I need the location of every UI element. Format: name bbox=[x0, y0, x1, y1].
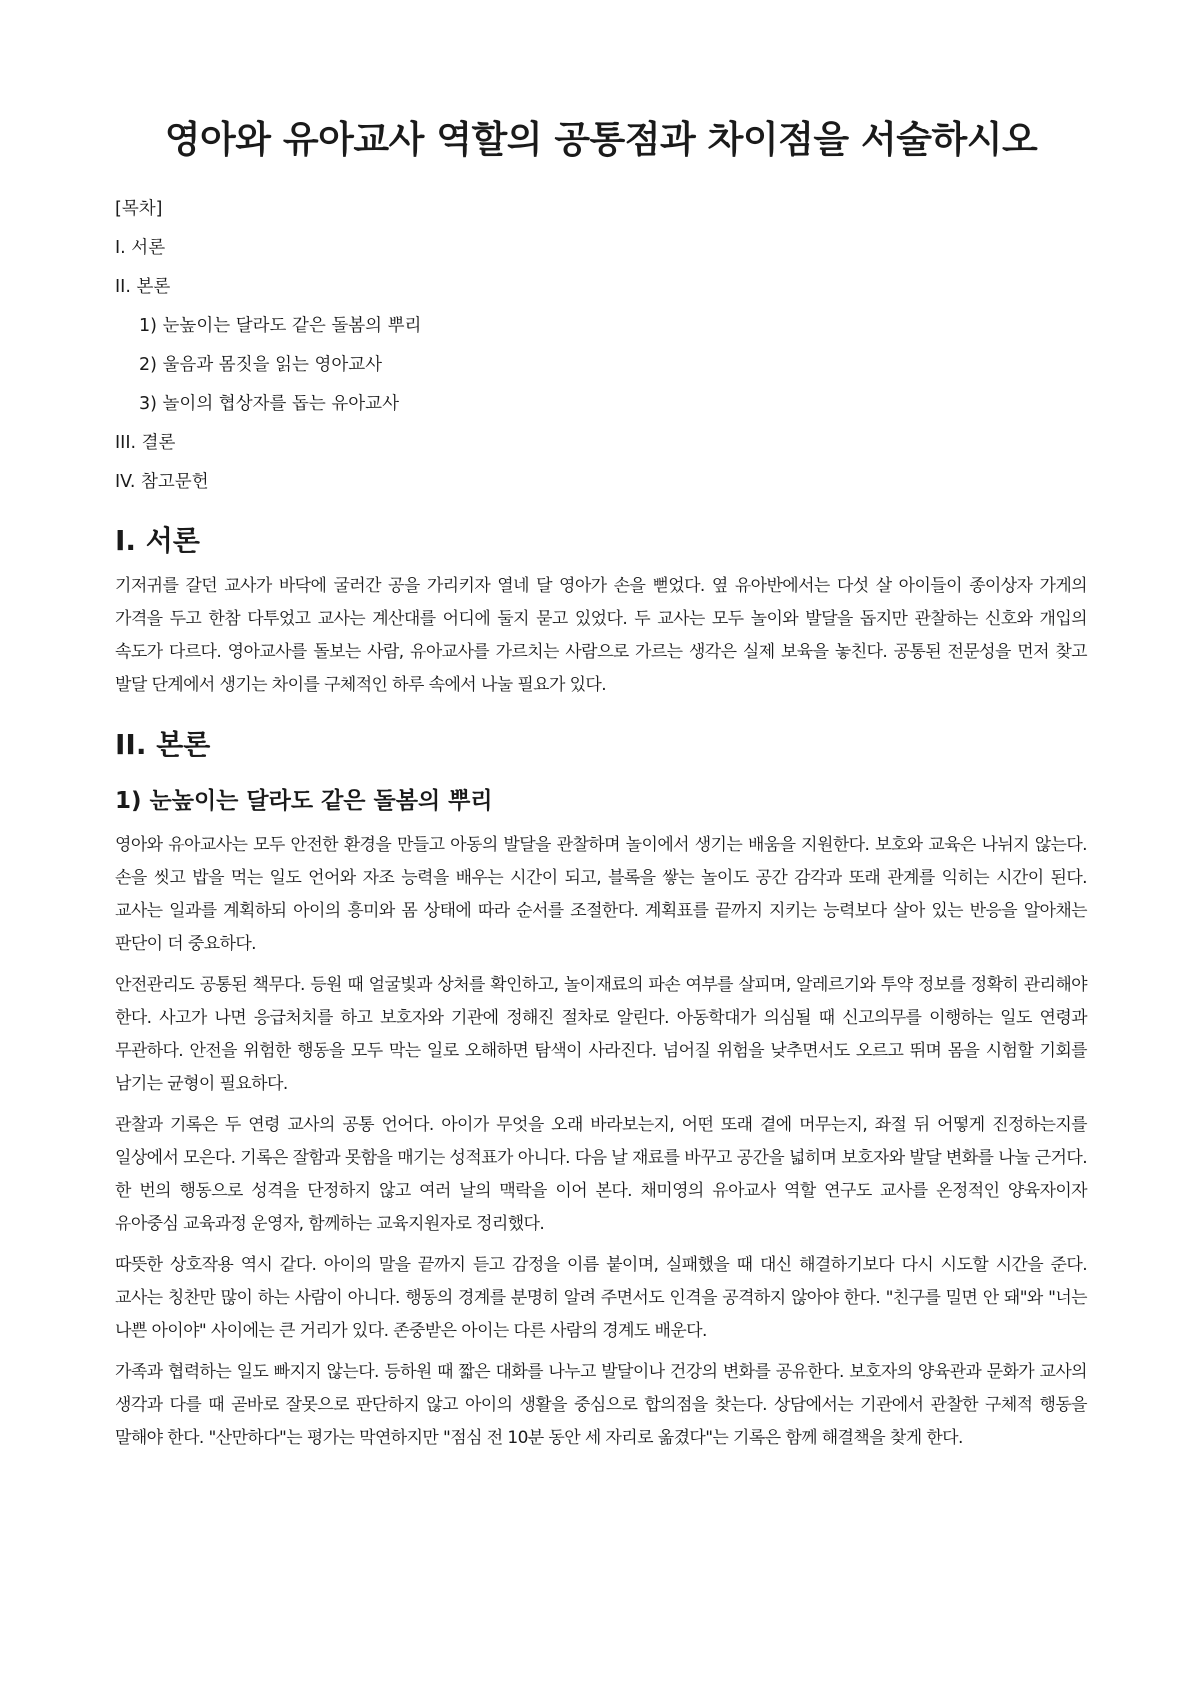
intro-paragraph: 기저귀를 갈던 교사가 바닥에 굴러간 공을 가리키자 열네 달 영아가 손을 뻗었다. 옆 유아반에서는 다섯 살 아이들이 종이상자 가게의 가격을 두고 한참 다투었고 교사는 계산대를 어디에 둘지 묻고 있었다. 두 교사는 모두 놀이와 발달을 돕지만 관찰하는 신호와 개입의 속도가 다르다. 영아교사를 돌보는 사람, 유아교사를 가르치는 사람으로 가르는 생각은 실제 보육을 놓친다. 공통된 전문성을 먼저 찾고 발달 단계에서 생기는 차이를 구체적인 하루 속에서 나눌 필요가 있다. bbox=[115, 576, 1087, 696]
document-title: 영아와 유아교사 역할의 공통점과 차이점을 서술하시오 bbox=[164, 118, 1038, 161]
body-paragraph: 관찰과 기록은 두 연령 교사의 공통 언어다. 아이가 무엇을 오래 바라보는지, 어떤 또래 곁에 머무는지, 좌절 뒤 어떻게 진정하는지를 일상에서 모은다. 기록은 잘함과 못함을 매기는 성적표가 아니다. 다음 날 재료를 바꾸고 공간을 넓히며 보호자와 발달 변화를 나눌 근거다. 한 번의 행동으로 성격을 단정하지 않고 여러 날의 맥락을 이어 본다. 채미영의 유아교사 역할 연구도 교사를 온정적인 양육자이자 유아중심 교육과정 운영자, 함께하는 교육지원자로 정리했다. bbox=[115, 1114, 1087, 1234]
toc-heading: [목차] bbox=[115, 199, 163, 220]
body-paragraph: 영아와 유아교사는 모두 안전한 환경을 만들고 아동의 발달을 관찰하며 놀이에서 생기는 배움을 지원한다. 보호와 교육은 나뉘지 않는다. 손을 씻고 밥을 먹는 일도 언어와 자조 능력을 배우는 시간이 되고, 블록을 쌓는 놀이도 공간 감각과 또래 관계를 익히는 시간이 된다. 교사는 일과를 계획하되 아이의 흥미와 몸 상태에 따라 순서를 조절한다. 계획표를 끝까지 지키는 능력보다 살아 있는 반응을 알아채는 판단이 더 중요하다. bbox=[115, 834, 1087, 954]
intro-section bbox=[115, 520, 1087, 702]
toc-item-conclusion: III. 결론 bbox=[115, 433, 176, 454]
body-paragraph: 따뜻한 상호작용 역시 같다. 아이의 말을 끝까지 듣고 감정을 이름 붙이며, 실패했을 때 대신 해결하기보다 다시 시도할 시간을 준다. 교사는 칭찬만 많이 하는 사람이 아니다. 행동의 경계를 분명히 알려 주면서도 인격을 공격하지 않아야 한다. "친구를 밀면 안 돼"와 "너는 나쁜 아이야" 사이에는 큰 거리가 있다. 존중받은 아이는 다른 사람의 경계도 배운다. bbox=[115, 1254, 1087, 1341]
body-paragraph: 안전관리도 공통된 책무다. 등원 때 얼굴빛과 상처를 확인하고, 놀이재료의 파손 여부를 살피며, 알레르기와 투약 정보를 정확히 관리해야 한다. 사고가 나면 응급처치를 하고 보호자와 기관에 정해진 절차로 알린다. 아동학대가 의심될 때 신고의무를 이행하는 일도 연령과 무관하다. 안전을 위험한 행동을 모두 막는 일로 오해하면 탐색이 사라진다. 넘어질 위험을 낮추면서도 오르고 뛰며 몸을 시험할 기회를 남기는 균형이 필요하다. bbox=[115, 974, 1087, 1094]
toc-item-body-1: 1) 눈높이는 달라도 같은 돌봄의 뿌리 bbox=[139, 316, 422, 337]
intro-heading: I. 서론 bbox=[115, 524, 200, 558]
body-subsection-1-heading: 1) 눈높이는 달라도 같은 돌봄의 뿌리 bbox=[115, 788, 493, 815]
toc-item-body: II. 본론 bbox=[115, 277, 171, 298]
toc-item-body-3: 3) 놀이의 협상자를 돕는 유아교사 bbox=[139, 394, 399, 415]
body-heading: II. 본론 bbox=[115, 728, 211, 762]
body-section bbox=[115, 724, 1087, 1455]
toc-item-body-2: 2) 울음과 몸짓을 읽는 영아교사 bbox=[139, 355, 383, 376]
body-paragraph: 가족과 협력하는 일도 빠지지 않는다. 등하원 때 짧은 대화를 나누고 발달이나 건강의 변화를 공유한다. 보호자의 양육관과 문화가 교사의 생각과 다를 때 곧바로 잘못으로 판단하지 않고 아이의 생활을 중심으로 합의점을 찾는다. 상담에서는 기관에서 관찰한 구체적 행동을 말해야 한다. "산만하다"는 평가는 막연하지만 "점심 전 10분 동안 세 자리로 옮겼다"는 기록은 함께 해결책을 찾게 한다. bbox=[115, 1361, 1087, 1448]
toc-item-references: IV. 참고문헌 bbox=[115, 472, 209, 493]
toc-item-intro: I. 서론 bbox=[115, 238, 166, 259]
table-of-contents bbox=[115, 190, 1087, 502]
